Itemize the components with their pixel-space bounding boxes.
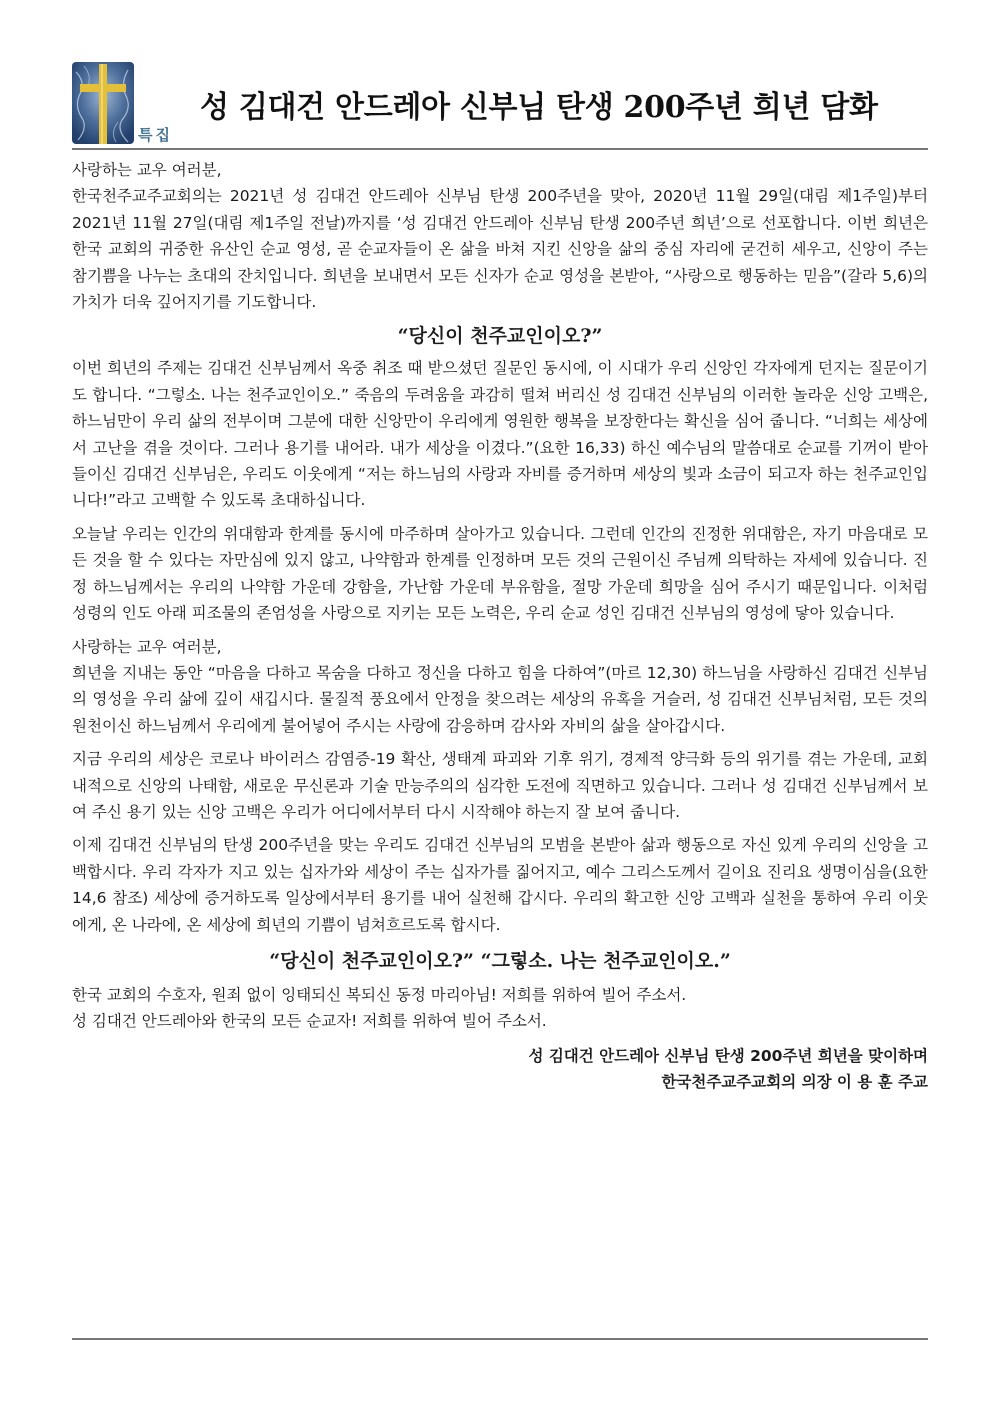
page-title: 성 김대건 안드레아 신부님 탄생 200주년 희년 담화 [200,90,878,125]
paragraph-4: 희년을 지내는 동안 “마음을 다하고 목숨을 다하고 정신을 다하고 힘을 다하여”(마르 12,30) 하느님을 사랑하신 김대건 신부님의 영성을 우리 삶에 깊이 새깁시다. 물질적 풍요에서 안정을 찾으려는 세상의 유혹을 거슬러, 성 김대건 신부님처럼, 모든 것의 원천이신 하느님께서 우리에게 불어넣어 주시는 사랑에 감응하며 감사와 자비의 삶을 살아갑시다. [72,663,928,735]
paragraph-1: 한국천주교주교회의는 2021년 성 김대건 안드레아 신부님 탄생 200주년을 맞아, 2020년 11월 29일(대림 제1주일)부터 2021년 11월 27일(대림 제1주일 전날)까지를 ‘성 김대건 안드레아 신부님 탄생 200주년 희년’으로 선포합니다. 이번 희년은 한국 교회의 귀중한 유산인 순교 영성, 곧 순교자들이 온 삶을 바쳐 지킨 신앙을 삶의 중심 자리에 굳건히 세우고, 신앙이 주는 참기쁨을 나누는 초대의 잔치입니다. 희년을 보내면서 모든 신자가 순교 영성을 본받아, “사랑으로 행동하는 믿음”(갈라 5,6)의 가치가 더욱 깊어지기를 기도합니다. [72,187,928,312]
signature-line-1: 성 김대건 안드레아 신부님 탄생 200주년 희년을 맞이하며 [528,1046,928,1065]
closing-heading: “당신이 천주교인이오?” “그렇소. 나는 천주교인이오.” [269,949,731,972]
paragraph-5: 지금 우리의 세상은 코로나 바이러스 감염증-19 확산, 생태계 파괴와 기후 위기, 경제적 양극화 등의 위기를 겪는 가운데, 교회 내적으로 신앙의 나태함, 새로운 무신론과 기술 만능주의의 심각한 도전에 직면하고 있습니다. 그러나 성 김대건 신부님께서 보여 주신 용기 있는 신앙 고백은 우리가 어디에서부터 다시 시작해야 하는지 잘 보여 줍니다. [72,750,928,821]
greeting-2: 사랑하는 교우 여러분, [72,637,222,656]
paragraph-6: 이제 김대건 신부님의 탄생 200주년을 맞는 우리도 김대건 신부님의 모범을 본받아 삶과 행동으로 자신 있게 우리의 신앙을 고백합시다. 우리 각자가 지고 있는 십자가와 세상이 주는 십자가를 짊어지고, 예수 그리스도께서 길이요 진리요 생명이심을(요한 14,6 참조) 세상에 증거하도록 일상에서부터 용기를 내어 실천해 갑시다. 우리의 확고한 신앙 고백과 실천을 통하여 우리 이웃에게, 온 나라에, 온 세상에 희년의 기쁨이 넘쳐흐르도록 합시다. [72,836,928,934]
prayer-line-1: 한국 교회의 수호자, 원죄 없이 잉태되신 복되신 동정 마리아님! 저희를 위하여 빌어 주소서. [72,985,687,1004]
bottom-divider [72,1338,928,1340]
top-divider [72,148,928,150]
greeting: 사랑하는 교우 여러분, [72,161,222,179]
special-feature-badge: 특집 [138,126,173,144]
page-header [72,60,928,152]
section-heading: “당신이 천주교인이오?” [397,325,603,348]
paragraph-2: 이번 희년의 주제는 김대건 신부님께서 옥중 취조 때 받으셨던 질문인 동시에, 이 시대가 우리 신앙인 각자에게 던지는 질문이기도 합니다. “그렇소. 나는 천주교인이오.” 죽음의 두려움을 과감히 떨쳐 버리신 성 김대건 신부님의 이러한 놀라운 신앙 고백은, 하느님만이 우리 삶의 전부이며 그분에 대한 신앙만이 우리에게 영원한 행복을 보장한다는 확신을 심어 줍니다. “너희는 세상에서 고난을 겪을 것이다. 그러나 용기를 내어라. 내가 세상을 이겼다.”(요한 16,33) 하신 예수님의 말씀대로 순교를 기꺼이 받아들이신 김대건 신부님은, 우리도 이웃에게 “저는 하느님의 사랑과 자비를 증거하며 세상의 빛과 소금이 되고자 하는 천주교인입니다!”라고 고백할 수 있도록 초대하십니다. [72,359,929,510]
signature-line-2: 한국천주교주교회의 의장 이 용 훈 주교 [661,1073,928,1092]
letter-body [72,157,928,1096]
cross-window-logo-icon [72,62,134,144]
paragraph-3: 오늘날 우리는 인간의 위대함과 한계를 동시에 마주하며 살아가고 있습니다. 그런데 인간의 진정한 위대함은, 자기 마음대로 모든 것을 할 수 있다는 자만심에 있지 않고, 나약함과 한계를 인정하며 모든 것의 근원이신 주님께 의탁하는 자세에 있습니다. 진정 하느님께서는 우리의 나약함 가운데 강함을, 가난함 가운데 부유함을, 절망 가운데 희망을 심어 주시기 때문입니다. 이처럼 성령의 인도 아래 피조물의 존엄성을 사랑으로 지키는 모든 노력은, 우리 순교 성인 김대건 신부님의 영성에 닿아 있습니다. [72,524,928,623]
prayer-line-2: 성 김대건 안드레아와 한국의 모든 순교자! 저희를 위하여 빌어 주소서. [72,1012,547,1031]
